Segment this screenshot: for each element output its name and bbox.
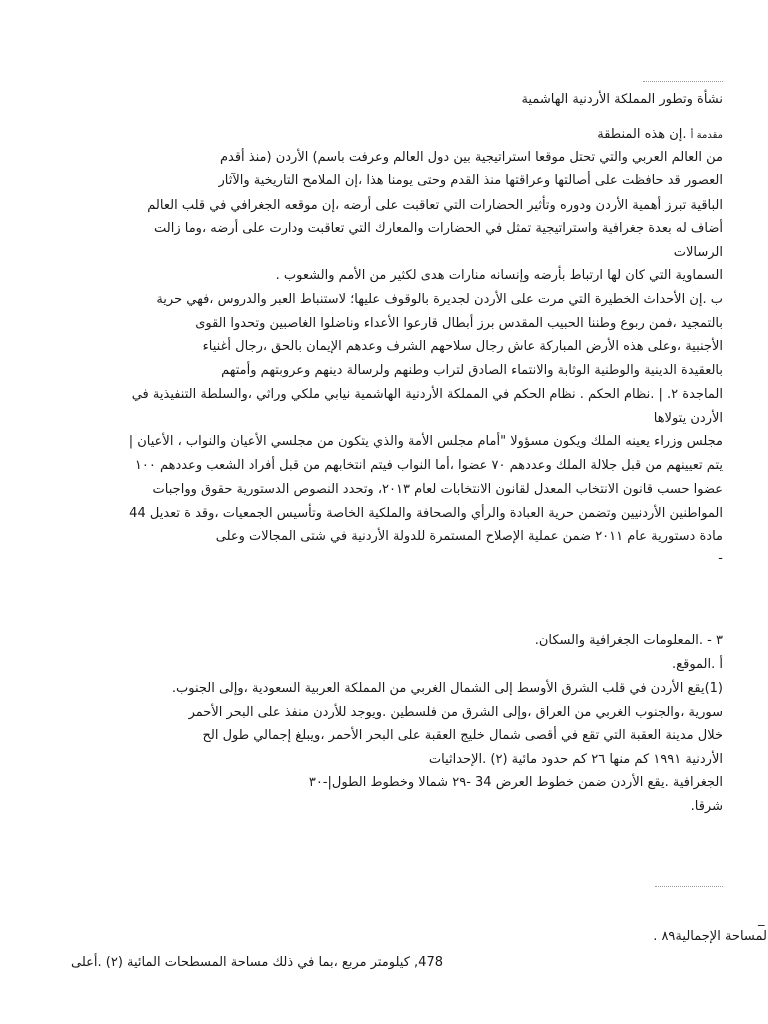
body-line-14: يتم تعيينهم من قبل جلالة الملك وعددهم ٧٠ عضوا ،أما النواب فيتم انتخابهم من قبل أفراد الشعب وعددهم ١٠٠	[134, 458, 723, 473]
section3-line-5: الجغرافية .يقع الأردن ضمن خطوط العرض 34 -٢٩ شمالا وخطوط الطول|-٣٠	[308, 775, 723, 790]
section3-heading: ٣ - .المعلومات الجغرافية والسكان.	[534, 633, 723, 648]
body-line-8: بالتمجيد ،فمن ربوع وطننا الحبيب المقدس برز أبطال قارعوا الأعداء وناضلوا الغاصبين وتحدوا القوى	[195, 316, 723, 331]
body-line-4: أضاف له بعدة جغرافية واستراتيجية تمثل في الحضارات والمعارك التي تعاقبت ودارت على أرضه ،وما زالت	[154, 221, 723, 236]
body-line-9: الأجنبية ،وعلى هذه الأرض المباركة عاش رجال سلاحهم الشرف وعدهم الإيمان بالحق ،رجال أغنياء	[202, 339, 723, 354]
footnote-dotted-rule	[655, 886, 723, 887]
body-line-10: بالعقيدة الدينية والوطنية الوثابة والانتماء الصادق لتراب وطنهم ولرسالة دينهم وعروبتهم وأمتهم	[221, 363, 723, 378]
footnote-line-2: 478, كيلومتر مربع ،بما في ذلك مساحة المسطحات المائية (٢) .أعلى	[70, 955, 443, 970]
section3-subheading: أ .الموقع.	[672, 657, 723, 672]
section3-line-3: خلال مدينة العقبة التي تقع في أقصى شمال خليج العقبة على البحر الأحمر ،ويبلغ إجمالي طول الح	[202, 728, 723, 743]
body-line-16: المواطنين الأردنيين وتضمن حرية العبادة والرأي والصحافة والملكية الخاصة وتأسيس الجمعيات ،وقد ة تعديل 44	[129, 506, 723, 521]
footnote-dash: _	[758, 912, 765, 927]
section3-line-2: سورية ،والجنوب الغربي من العراق ،وإلى الشرق من فلسطين .ويوجد للأردن منفذ على البحر الأحمر	[188, 705, 723, 720]
body-line-7: ب .إن الأحداث الخطيرة التي مرت على الأردن لجديرة بالوقوف عليها؛ لاستنباط العبر والدروس ،فهي حرية	[156, 292, 723, 307]
body-line-6: السماوية التي كان لها ارتباط بأرضه وإنسانه منارات هدى لكثير من الأمم والشعوب .	[275, 268, 723, 283]
body-line-5: الرسالات	[673, 245, 723, 260]
body-line-11: الماجدة ٢. | .نظام الحكم . نظام الحكم في المملكة الأردنية الهاشمية نيابي ملكي وراثي ،والسلطة التنفيذية في	[131, 387, 723, 402]
body-line-15: عضوا حسب قانون الانتخاب المعدل لقانون الانتخابات لعام ٢٠١٣، وتحدد النصوص الدستورية حقوق وواجبات	[152, 482, 723, 497]
body-line-12: الأردن يتولاها	[653, 411, 723, 426]
page-title: نشأة وتطور المملكة الأردنية الهاشمية	[521, 92, 723, 107]
body-line-18: -	[718, 551, 723, 566]
footnote-line-1: لمساحة الإجمالية٨٩ .	[653, 929, 767, 944]
intro-label: مقدمة أ	[690, 130, 723, 141]
body-line-3: الباقية تبرز أهمية الأردن ودوره وتأثير الحضارات التي تعاقبت على أرضه ،إن موقعه الجغرافي في قلب العالم	[147, 198, 723, 213]
header-dotted-rule	[643, 81, 723, 82]
body-line-17: مادة دستورية عام ٢٠١١ ضمن عملية الإصلاح المستمرة للدولة الأردنية في شتى المجالات وعلى	[215, 529, 723, 544]
section3-line-4: الأردنية ١٩٩١ كم منها ٢٦ كم حدود مائية (٢) .الإحداثيات	[428, 752, 723, 767]
intro-line	[597, 126, 723, 145]
intro-text: .إن هذه المنطقة	[597, 127, 687, 142]
body-line-1: من العالم العربي والتي تحتل موقعا استراتيجية بين دول العالم وعرفت باسم) الأردن (منذ أقدم	[219, 150, 723, 165]
section3-line-6: شرقا.	[690, 799, 723, 814]
body-line-2: العصور قد حافظت على أصالتها وعراقتها منذ القدم وحتى يومنا هذا ،إن الملامح التاريخية والآثار	[218, 173, 723, 188]
body-line-13: مجلس وزراء يعينه الملك ويكون مسؤولا "أمام مجلس الأمة والذي يتكون من مجلسي الأعيان والنواب ، الأعيان |	[128, 434, 723, 449]
section3-line-1: (1)يقع الأردن في قلب الشرق الأوسط إلى الشمال الغربي من المملكة العربية السعودية ،وإلى الجنوب.	[171, 681, 723, 696]
